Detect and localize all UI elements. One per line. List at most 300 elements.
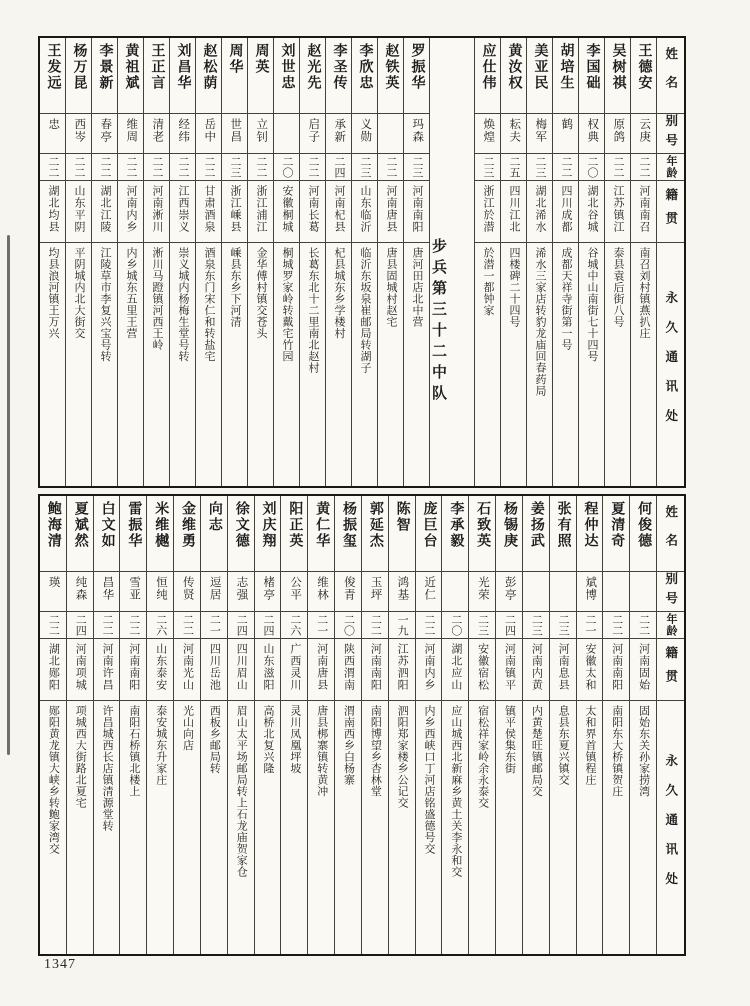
roster-column	[553, 38, 579, 486]
person-age-cell	[550, 612, 576, 639]
roster-column	[404, 38, 430, 486]
person-address-cell	[550, 701, 576, 954]
person-name: 罗振华	[409, 43, 425, 91]
person-address: 唐河田店北中营	[411, 247, 423, 328]
person-name: 李欣忠	[357, 43, 373, 91]
person-alias: 清老	[151, 118, 164, 143]
person-name-cell	[389, 496, 415, 572]
header-address-cell	[657, 243, 684, 486]
person-age: 二一	[208, 614, 221, 636]
roster-column	[174, 496, 201, 954]
person-native-place: 河南项城	[74, 643, 87, 691]
person-alias-cell	[442, 572, 468, 612]
person-name-cell	[300, 38, 325, 114]
person-age: 二一	[315, 614, 328, 636]
person-alias-cell	[605, 114, 630, 154]
person-age: 二二	[203, 156, 215, 178]
person-address-cell	[196, 243, 221, 486]
person-name-cell	[40, 496, 66, 572]
person-alias: 瑛	[47, 576, 60, 589]
roster-column	[94, 496, 121, 954]
person-name: 鲍海清	[45, 501, 61, 549]
person-alias-cell	[362, 572, 388, 612]
person-name: 杨振玺	[341, 501, 357, 549]
header-address-label: 永久通讯处	[663, 753, 678, 902]
person-name: 何俊德	[636, 501, 652, 549]
roster-column	[228, 496, 255, 954]
person-native-place: 河南唐县	[385, 185, 397, 233]
person-address: 内黄楚旺镇邮局交	[530, 705, 543, 797]
person-name-cell	[603, 496, 629, 572]
person-age-cell	[631, 154, 656, 181]
person-alias-cell	[118, 114, 143, 154]
person-alias-cell	[335, 572, 361, 612]
header-alias-label: 别号	[663, 114, 678, 153]
person-name-cell	[523, 496, 549, 572]
person-name: 王正言	[149, 43, 165, 91]
person-native-place: 四川江北	[508, 185, 520, 233]
person-alias: 楮亭	[262, 576, 275, 601]
person-alias: 耘夫	[508, 118, 521, 143]
person-alias-cell	[196, 114, 221, 154]
header-native-label: 籍贯	[663, 646, 678, 693]
roster-column	[120, 496, 147, 954]
person-alias: 光荣	[476, 576, 489, 601]
roster-column	[603, 496, 630, 954]
person-native-place-cell	[40, 639, 66, 701]
header-name-cell	[657, 496, 684, 572]
person-native-place: 河南杞县	[333, 185, 345, 233]
person-alias-cell	[501, 114, 526, 154]
person-name-cell	[631, 38, 656, 114]
roster-column	[631, 38, 657, 486]
person-alias: 志强	[235, 576, 248, 601]
person-address: 南召刘村镇燕扒庄	[638, 247, 650, 339]
person-alias: 权典	[586, 118, 599, 143]
person-native-place: 湖北应山	[449, 643, 462, 691]
person-alias-cell	[308, 572, 334, 612]
person-native-place-cell	[94, 639, 120, 701]
person-alias-cell	[92, 114, 117, 154]
person-address-cell	[248, 243, 273, 486]
person-age-cell	[40, 612, 66, 639]
person-alias: 昌华	[101, 576, 114, 601]
person-name: 郭延杰	[367, 501, 383, 549]
person-native-place: 陕西渭南	[342, 643, 355, 691]
person-age-cell	[630, 612, 656, 639]
person-alias: 原鸽	[612, 118, 625, 143]
person-name: 雷振华	[126, 501, 142, 549]
roster-column	[378, 38, 404, 486]
person-native-place-cell	[553, 181, 578, 243]
header-native-label: 籍贯	[663, 188, 678, 235]
person-native-place-cell	[196, 181, 221, 243]
person-name-cell	[527, 38, 552, 114]
header-age-label: 年龄	[665, 155, 677, 179]
person-name: 美亚民	[532, 43, 548, 91]
person-address-cell	[378, 243, 403, 486]
person-native-place: 甘肃酒泉	[203, 185, 215, 233]
person-address-cell	[67, 701, 93, 954]
person-native-place-cell	[255, 639, 281, 701]
person-name: 赵松荫	[201, 43, 217, 91]
person-age: 二五	[508, 156, 520, 178]
person-alias-cell	[147, 572, 173, 612]
roster-column	[352, 38, 378, 486]
roster-column	[630, 496, 657, 954]
person-age: 二二	[125, 156, 137, 178]
roster-column	[523, 496, 550, 954]
person-address-cell	[300, 243, 325, 486]
person-alias-cell	[378, 114, 403, 154]
roster-column	[335, 496, 362, 954]
person-address-cell	[174, 701, 200, 954]
person-address: 泰县袁后街八号	[612, 247, 624, 328]
roster-column	[300, 38, 326, 486]
person-alias-cell	[66, 114, 91, 154]
person-native-place: 安徽宿松	[476, 643, 489, 691]
person-alias-cell	[40, 572, 66, 612]
person-age-cell	[40, 154, 65, 181]
person-native-place-cell	[469, 639, 495, 701]
person-alias-cell	[222, 114, 247, 154]
person-alias-cell	[174, 572, 200, 612]
person-age-cell	[416, 612, 442, 639]
person-address: 项城西大街路北夏宅	[74, 705, 87, 809]
person-alias-cell	[577, 572, 603, 612]
person-address-cell	[605, 243, 630, 486]
person-age: 二〇	[281, 156, 293, 178]
person-native-place: 江苏泗阳	[396, 643, 409, 691]
person-age-cell	[94, 612, 120, 639]
person-native-place: 河南镇平	[503, 643, 516, 691]
person-alias-cell	[300, 114, 325, 154]
person-alias-cell	[416, 572, 442, 612]
person-age: 二三	[229, 156, 241, 178]
person-name: 李承毅	[448, 501, 464, 549]
person-address-cell	[404, 243, 429, 486]
person-address-cell	[274, 243, 299, 486]
person-age-cell	[523, 612, 549, 639]
person-name-cell	[553, 38, 578, 114]
person-address-cell	[496, 701, 522, 954]
person-address: 南阳东大桥镇贺庄	[610, 705, 623, 797]
person-alias-cell	[553, 114, 578, 154]
person-alias-cell	[631, 114, 656, 154]
person-age-cell	[389, 612, 415, 639]
person-age-cell	[404, 154, 429, 181]
person-age-cell	[66, 154, 91, 181]
person-name: 夏斌然	[72, 501, 88, 549]
person-name-cell	[475, 38, 500, 114]
person-age: 二二	[177, 156, 189, 178]
person-address: 眉山太平场邮局转上石龙庙贺家仓	[235, 705, 248, 878]
person-address-cell	[527, 243, 552, 486]
person-native-place: 江西崇义	[177, 185, 189, 233]
person-age-cell	[501, 154, 526, 181]
person-age-cell	[118, 154, 143, 181]
roster-column	[40, 38, 66, 486]
person-name-cell	[66, 38, 91, 114]
person-address-cell	[630, 701, 656, 954]
person-age-cell	[442, 612, 468, 639]
person-age-cell	[196, 154, 221, 181]
person-age-cell	[335, 612, 361, 639]
person-name: 李圣传	[331, 43, 347, 91]
person-address: 泗阳郑家楼乡公记交	[396, 705, 409, 809]
person-native-place-cell	[308, 639, 334, 701]
person-name-cell	[416, 496, 442, 572]
person-name: 庞巨台	[421, 501, 437, 549]
person-name: 黄汝权	[506, 43, 522, 91]
person-alias-cell	[248, 114, 273, 154]
person-native-place-cell	[630, 639, 656, 701]
person-name: 徐文德	[233, 501, 249, 549]
person-native-place: 浙江浦江	[255, 185, 267, 233]
person-name: 王德安	[636, 43, 652, 91]
person-native-place-cell	[201, 639, 227, 701]
roster-column	[118, 38, 144, 486]
person-address: 谷城中山南街七十四号	[586, 247, 598, 362]
roster-column	[527, 38, 553, 486]
person-age-cell	[475, 154, 500, 181]
person-alias: 经纬	[177, 118, 190, 143]
person-name: 黄仁华	[314, 501, 330, 549]
person-age: 二四	[262, 614, 275, 636]
person-name-cell	[378, 38, 403, 114]
person-age-cell	[469, 612, 495, 639]
roster-column	[67, 496, 94, 954]
person-alias-cell	[281, 572, 307, 612]
person-age: 二〇	[342, 614, 355, 636]
person-name: 向志	[206, 501, 222, 533]
person-alias: 纯森	[74, 576, 87, 601]
person-age: 二六	[288, 614, 301, 636]
person-address: 南阳博望乡杏林堂	[369, 705, 382, 797]
person-age: 二四	[235, 614, 248, 636]
person-age: 二二	[255, 156, 267, 178]
person-native-place: 湖北均县	[47, 185, 59, 233]
bottom-roster-table	[38, 494, 686, 956]
person-name: 刘世忠	[279, 43, 295, 91]
person-name-cell	[196, 38, 221, 114]
person-alias-cell	[94, 572, 120, 612]
person-age-cell	[362, 612, 388, 639]
person-name: 白文如	[99, 501, 115, 549]
person-age: 二二	[385, 156, 397, 178]
person-name: 王发远	[45, 43, 61, 91]
person-native-place-cell	[120, 639, 146, 701]
roster-column	[501, 38, 527, 486]
person-native-place-cell	[577, 639, 603, 701]
person-name-cell	[469, 496, 495, 572]
person-age-cell	[92, 154, 117, 181]
person-age: 二二	[101, 614, 114, 636]
person-address: 於潜一都钟家	[482, 247, 494, 316]
person-native-place: 河南南阳	[369, 643, 382, 691]
person-name: 夏清奇	[609, 501, 625, 549]
person-age: 二三	[557, 614, 570, 636]
person-name-cell	[501, 38, 526, 114]
person-alias: 义勋	[359, 118, 372, 143]
person-address-cell	[40, 701, 66, 954]
person-age: 二二	[47, 156, 59, 178]
person-age-cell	[579, 154, 604, 181]
person-alias-cell	[274, 114, 299, 154]
person-name-cell	[40, 38, 65, 114]
person-age-cell	[496, 612, 522, 639]
person-alias: 世昌	[229, 118, 242, 143]
person-native-place-cell	[404, 181, 429, 243]
person-native-place: 河南光山	[181, 643, 194, 691]
person-address-cell	[94, 701, 120, 954]
person-name-cell	[579, 38, 604, 114]
roster-column	[147, 496, 174, 954]
unit-title-column	[430, 38, 475, 486]
person-age: 二二	[638, 156, 650, 178]
person-name-cell	[308, 496, 334, 572]
person-age: 一九	[396, 614, 409, 636]
person-alias: 承新	[333, 118, 346, 143]
person-name-cell	[404, 38, 429, 114]
person-address-cell	[631, 243, 656, 486]
person-name: 赵铁英	[383, 43, 399, 91]
person-native-place-cell	[352, 181, 377, 243]
person-name-cell	[281, 496, 307, 572]
person-address-cell	[147, 701, 173, 954]
person-alias-cell	[630, 572, 656, 612]
person-name: 杨锡庚	[501, 501, 517, 549]
person-alias: 公平	[289, 576, 302, 601]
person-native-place: 河南息县	[557, 643, 570, 691]
person-address: 淅川马蹬镇河西王岭	[151, 247, 163, 351]
person-age-cell	[170, 154, 195, 181]
header-native-cell	[657, 639, 684, 701]
person-native-place-cell	[335, 639, 361, 701]
person-alias-cell	[527, 114, 552, 154]
person-address-cell	[469, 701, 495, 954]
person-alias: 斌博	[584, 576, 597, 601]
person-native-place: 河南南阳	[127, 643, 140, 691]
roster-column	[196, 38, 222, 486]
person-native-place-cell	[300, 181, 325, 243]
person-native-place: 湖北谷城	[586, 185, 598, 233]
person-age: 二二	[151, 156, 163, 178]
roster-column	[222, 38, 248, 486]
person-alias-cell	[228, 572, 254, 612]
person-native-place-cell	[523, 639, 549, 701]
person-address-cell	[281, 701, 307, 954]
person-name: 张有照	[555, 501, 571, 549]
person-name-cell	[118, 38, 143, 114]
person-alias-cell	[67, 572, 93, 612]
person-age-cell	[308, 612, 334, 639]
person-name: 李景新	[97, 43, 113, 91]
person-native-place-cell	[603, 639, 629, 701]
person-native-place-cell	[631, 181, 656, 243]
person-alias: 雪亚	[128, 576, 141, 601]
person-native-place-cell	[40, 181, 65, 243]
person-alias: 玛森	[411, 118, 424, 143]
person-address-cell	[144, 243, 169, 486]
person-age: 二二	[637, 614, 650, 636]
person-native-place: 河南长葛	[307, 185, 319, 233]
person-name-cell	[496, 496, 522, 572]
roster-column	[605, 38, 631, 486]
bottom-header-column	[657, 496, 684, 954]
roster-column	[170, 38, 196, 486]
person-name: 周英	[253, 43, 269, 75]
person-address: 郧阳黄龙镇大峡乡转鲍家湾交	[47, 705, 60, 855]
person-name-cell	[201, 496, 227, 572]
person-address-cell	[255, 701, 281, 954]
person-address: 崇义城内杨梅生堂号转	[177, 247, 189, 362]
person-name: 程仲达	[582, 501, 598, 549]
person-age: 二四	[333, 156, 345, 178]
roster-column	[308, 496, 335, 954]
person-age-cell	[326, 154, 351, 181]
person-age: 二二	[99, 156, 111, 178]
person-address: 金华傅村镇交苍头	[255, 247, 267, 339]
person-name: 周华	[227, 43, 243, 75]
person-name: 金维勇	[180, 501, 196, 549]
person-alias-cell	[120, 572, 146, 612]
person-address-cell	[228, 701, 254, 954]
person-name-cell	[120, 496, 146, 572]
person-age: 二三	[534, 156, 546, 178]
roster-column	[362, 496, 389, 954]
person-native-place-cell	[442, 639, 468, 701]
person-native-place-cell	[362, 639, 388, 701]
person-alias: 维林	[315, 576, 328, 601]
person-age: 二三	[482, 156, 494, 178]
header-age-label: 年龄	[665, 613, 678, 637]
person-native-place-cell	[475, 181, 500, 243]
person-name: 应仕伟	[480, 43, 496, 91]
person-native-place: 山东滋阳	[262, 643, 275, 691]
person-age: 二二	[560, 156, 572, 178]
person-address: 内乡城东五里王营	[125, 247, 137, 339]
roster-column	[496, 496, 523, 954]
person-address: 杞县城东乡学楼村	[333, 247, 345, 339]
person-native-place-cell	[378, 181, 403, 243]
person-age: 二三	[359, 156, 371, 178]
person-alias-cell	[144, 114, 169, 154]
person-address: 四楼碑二十四号	[508, 247, 520, 328]
person-native-place-cell	[605, 181, 630, 243]
person-name-cell	[630, 496, 656, 572]
person-address: 宿松祥家岭余永泰交	[476, 705, 489, 809]
person-address: 临沂东坂泉崔邮局转湖子	[359, 247, 371, 374]
person-native-place: 河南固始	[637, 643, 650, 691]
person-name-cell	[550, 496, 576, 572]
person-address: 均县浪河镇王万兴	[47, 247, 59, 339]
person-age: 二〇	[449, 614, 462, 636]
person-alias: 彭亭	[503, 576, 516, 601]
top-header-column	[657, 38, 684, 486]
person-alias-cell	[496, 572, 522, 612]
person-name: 杨万昆	[71, 43, 87, 91]
person-age-cell	[228, 612, 254, 639]
person-native-place-cell	[170, 181, 195, 243]
person-alias: 维周	[125, 118, 138, 143]
person-native-place: 浙江嵊县	[229, 185, 241, 233]
person-alias-cell	[40, 114, 65, 154]
person-alias: 传贤	[181, 576, 194, 601]
person-native-place-cell	[66, 181, 91, 243]
header-alias-label: 别号	[663, 572, 678, 611]
person-age-cell	[603, 612, 629, 639]
